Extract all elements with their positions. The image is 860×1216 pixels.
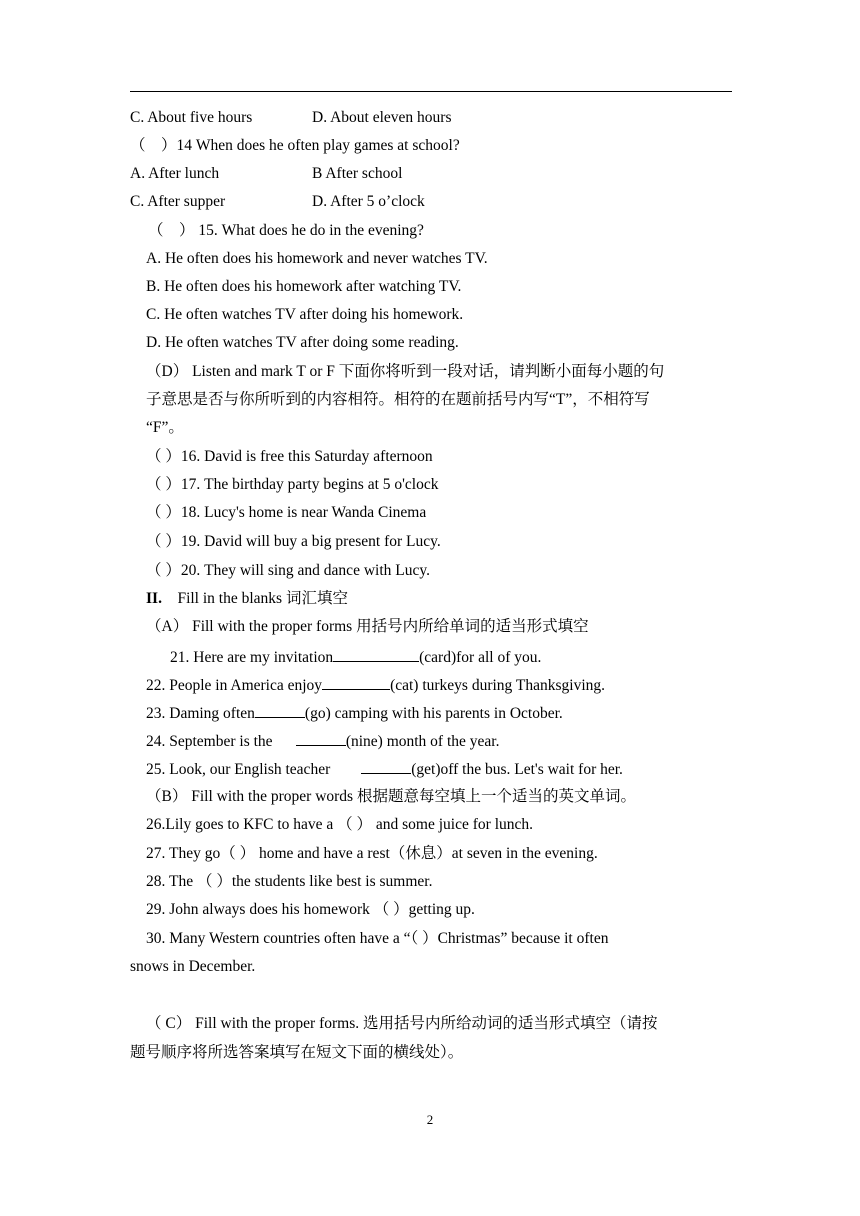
- q15-question: （ ） 15. What does he do in the evening?: [148, 222, 424, 239]
- part-two-number: II.: [146, 590, 162, 607]
- q27: 27. They go（ ） home and have a rest（休息）at seven in the evening.: [146, 845, 598, 862]
- q13-option-d: D. About eleven hours: [312, 109, 452, 126]
- q23: [146, 702, 563, 724]
- q21: [170, 646, 541, 668]
- part-two-heading: [146, 589, 348, 609]
- q21-text-b: (card)for all of you.: [419, 649, 542, 666]
- q25-text-b: (get)off the bus. Let's wait for her.: [411, 761, 623, 778]
- q29: 29. John always does his homework （ ）getting up.: [146, 901, 475, 918]
- q14-option-b: B After school: [312, 165, 403, 182]
- section-d-instruction-2: 子意思是否与你所听到的内容相符。相符的在题前括号内写“T”，不相符写: [146, 391, 650, 408]
- q23-text-b: (go) camping with his parents in October.: [304, 705, 563, 722]
- q15-option-b: B. He often does his homework after watching TV.: [146, 278, 462, 295]
- tf-item: （ ）16. David is free this Saturday afternoon: [146, 448, 433, 465]
- q28: 28. The （ ）the students like best is summer.: [146, 873, 433, 890]
- answer-blank[interactable]: [255, 702, 305, 718]
- q21-text-a: 21. Here are my invitation: [170, 649, 334, 666]
- section-d-instruction-1: （D） Listen and mark T or F 下面你将听到一段对话，请判断小面每小题的句: [146, 363, 665, 380]
- answer-blank[interactable]: [322, 674, 390, 690]
- q30-line-1: 30. Many Western countries often have a “（ ）Christmas” because it often: [146, 930, 609, 947]
- q22-text-a: 22. People in America enjoy: [146, 677, 323, 694]
- q14-option-d: D. After 5 o’clock: [312, 193, 425, 210]
- section-c-instruction-2: 题号顺序将所选答案填写在短文下面的横线处）。: [130, 1044, 464, 1061]
- answer-blank[interactable]: [361, 758, 411, 774]
- section-a-title: （A） Fill with the proper forms 用括号内所给单词的适当形式填空: [146, 618, 589, 635]
- page-number: 2: [426, 1112, 434, 1127]
- q14-question: （ ）14 When does he often play games at school?: [130, 137, 460, 154]
- section-c-instruction-1: （ C） Fill with the proper forms. 选用括号内所给动词的适当形式填空（请按: [146, 1015, 658, 1032]
- tf-item: （ ）20. They will sing and dance with Lucy.: [146, 562, 430, 579]
- tf-item: （ ）18. Lucy's home is near Wanda Cinema: [146, 504, 427, 521]
- q22-text-b: (cat) turkeys during Thanksgiving.: [390, 677, 606, 694]
- q25: [146, 758, 623, 780]
- tf-item: （ ）17. The birthday party begins at 5 o'clock: [146, 476, 439, 493]
- section-b-title: （B） Fill with the proper words 根据题意每空填上一个适当的英文单词。: [146, 788, 636, 805]
- q14-option-c: C. After supper: [130, 193, 226, 210]
- q15-option-a: A. He often does his homework and never watches TV.: [146, 250, 488, 267]
- q25-text-a: 25. Look, our English teacher: [146, 761, 331, 778]
- q13-option-c: C. About five hours: [130, 109, 253, 126]
- answer-blank[interactable]: [333, 646, 419, 662]
- answer-blank[interactable]: [296, 730, 346, 746]
- part-two-title: Fill in the blanks 词汇填空: [177, 590, 348, 607]
- q26: 26.Lily goes to KFC to have a （ ） and some juice for lunch.: [146, 816, 534, 833]
- q15-option-c: C. He often watches TV after doing his homework.: [146, 306, 464, 323]
- header-rule: [130, 91, 732, 92]
- q14-option-a: A. After lunch: [130, 165, 220, 182]
- q24-text-a: 24. September is the: [146, 733, 273, 750]
- q13-options: [130, 108, 252, 128]
- q24-text-b: (nine) month of the year.: [345, 733, 500, 750]
- section-d-instruction-3: “F”。: [146, 419, 184, 436]
- q23-text-a: 23. Daming often: [146, 705, 255, 722]
- q24: [146, 730, 499, 752]
- q15-option-d: D. He often watches TV after doing some reading.: [146, 334, 459, 351]
- tf-item: （ ）19. David will buy a big present for Lucy.: [146, 533, 441, 550]
- q22: [146, 674, 605, 696]
- q30-line-2: snows in December.: [130, 958, 256, 975]
